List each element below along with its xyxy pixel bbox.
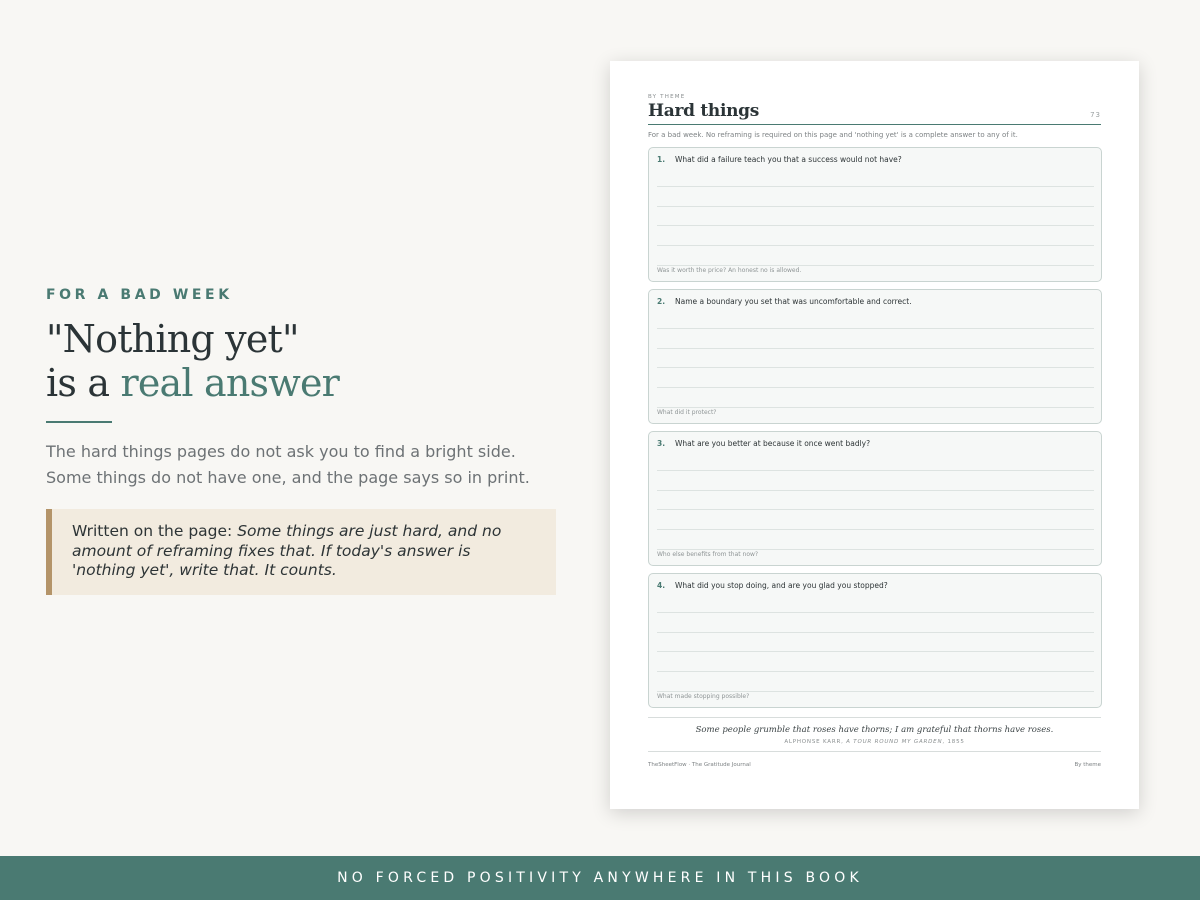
quote-attribution — [648, 739, 1101, 745]
banner-text: NO FORCED POSITIVITY ANYWHERE IN THIS BOOK — [337, 870, 863, 886]
question-number: 4. — [657, 581, 666, 590]
writing-line[interactable] — [657, 490, 1094, 491]
attribution-year: , 1855 — [942, 739, 965, 745]
footer-right: By theme — [1074, 762, 1101, 768]
question-number: 3. — [657, 439, 666, 448]
writing-line[interactable] — [657, 348, 1094, 349]
promo-panel — [46, 287, 566, 595]
writing-line[interactable] — [657, 691, 1094, 692]
eyebrow-label: FOR A BAD WEEK — [46, 287, 233, 303]
headline — [46, 317, 566, 405]
question-card — [648, 431, 1102, 566]
quote-block — [648, 717, 1101, 752]
follow-up-prompt: What did it protect? — [657, 409, 717, 416]
question-card — [648, 289, 1102, 424]
question-text: What did you stop doing, and are you glad you stopped? — [675, 581, 888, 590]
question-row — [657, 581, 888, 590]
follow-up-prompt: What made stopping possible? — [657, 693, 750, 700]
question-text: What did a failure teach you that a success would not have? — [675, 155, 902, 164]
writing-line[interactable] — [657, 328, 1094, 329]
quote-text: Some people grumble that roses have thorns; I am grateful that thorns have roses. — [695, 725, 1054, 735]
callout-lead: Written on the page: — [72, 522, 238, 540]
callout-box — [46, 509, 556, 595]
question-card — [648, 147, 1102, 282]
writing-line[interactable] — [657, 612, 1094, 613]
follow-up-prompt: Was it worth the price? An honest no is allowed. — [657, 267, 802, 274]
question-cards — [648, 147, 1101, 708]
question-text: Name a boundary you set that was uncomfortable and correct. — [675, 297, 912, 306]
attribution-author: ALPHONSE KARR, — [784, 739, 847, 745]
headline-line-1: "Nothing yet" — [46, 317, 299, 361]
headline-accent: real answer — [120, 361, 340, 405]
question-row — [657, 155, 902, 164]
accent-rule — [46, 421, 112, 423]
writing-line[interactable] — [657, 245, 1094, 246]
bottom-banner — [0, 856, 1200, 900]
writing-line[interactable] — [657, 529, 1094, 530]
sheet-footer — [648, 762, 1101, 768]
writing-line[interactable] — [657, 206, 1094, 207]
writing-line[interactable] — [657, 509, 1094, 510]
writing-line[interactable] — [657, 225, 1094, 226]
writing-line[interactable] — [657, 470, 1094, 471]
question-card — [648, 573, 1102, 708]
headline-line-2 — [46, 361, 566, 405]
writing-line[interactable] — [657, 367, 1094, 368]
sheet-intro: For a bad week. No reframing is required on this page and 'nothing yet' is a complete answer to any of it. — [648, 131, 1018, 139]
writing-line[interactable] — [657, 387, 1094, 388]
worksheet-content — [648, 94, 1101, 768]
callout-quote: Some things are just hard, and no amount of reframing fixes that. If today's answer is 'nothing yet', write that. It counts. — [72, 522, 502, 579]
follow-up-prompt: Who else benefits from that now? — [657, 551, 759, 558]
question-number: 2. — [657, 297, 666, 306]
sheet-kicker: BY THEME — [648, 94, 686, 100]
footer-left: TheSheetFlow · The Gratitude Journal — [648, 762, 751, 768]
writing-line[interactable] — [657, 186, 1094, 187]
worksheet-page — [610, 61, 1139, 809]
writing-line[interactable] — [657, 632, 1094, 633]
lede-text: The hard things pages do not ask you to find a bright side. Some things do not have one, and the page says so in print. — [46, 442, 530, 487]
sheet-title-row — [648, 101, 1101, 125]
sheet-title: Hard things — [648, 101, 760, 121]
question-text: What are you better at because it once went badly? — [675, 439, 871, 448]
question-number: 1. — [657, 155, 666, 164]
headline-plain: is a — [46, 361, 121, 405]
writing-line[interactable] — [657, 671, 1094, 672]
question-row — [657, 297, 912, 306]
writing-line[interactable] — [657, 549, 1094, 550]
writing-line[interactable] — [657, 651, 1094, 652]
writing-line[interactable] — [657, 407, 1094, 408]
question-row — [657, 439, 870, 448]
page-number: 73 — [1090, 111, 1101, 119]
attribution-work: A TOUR ROUND MY GARDEN — [846, 739, 943, 745]
writing-line[interactable] — [657, 265, 1094, 266]
